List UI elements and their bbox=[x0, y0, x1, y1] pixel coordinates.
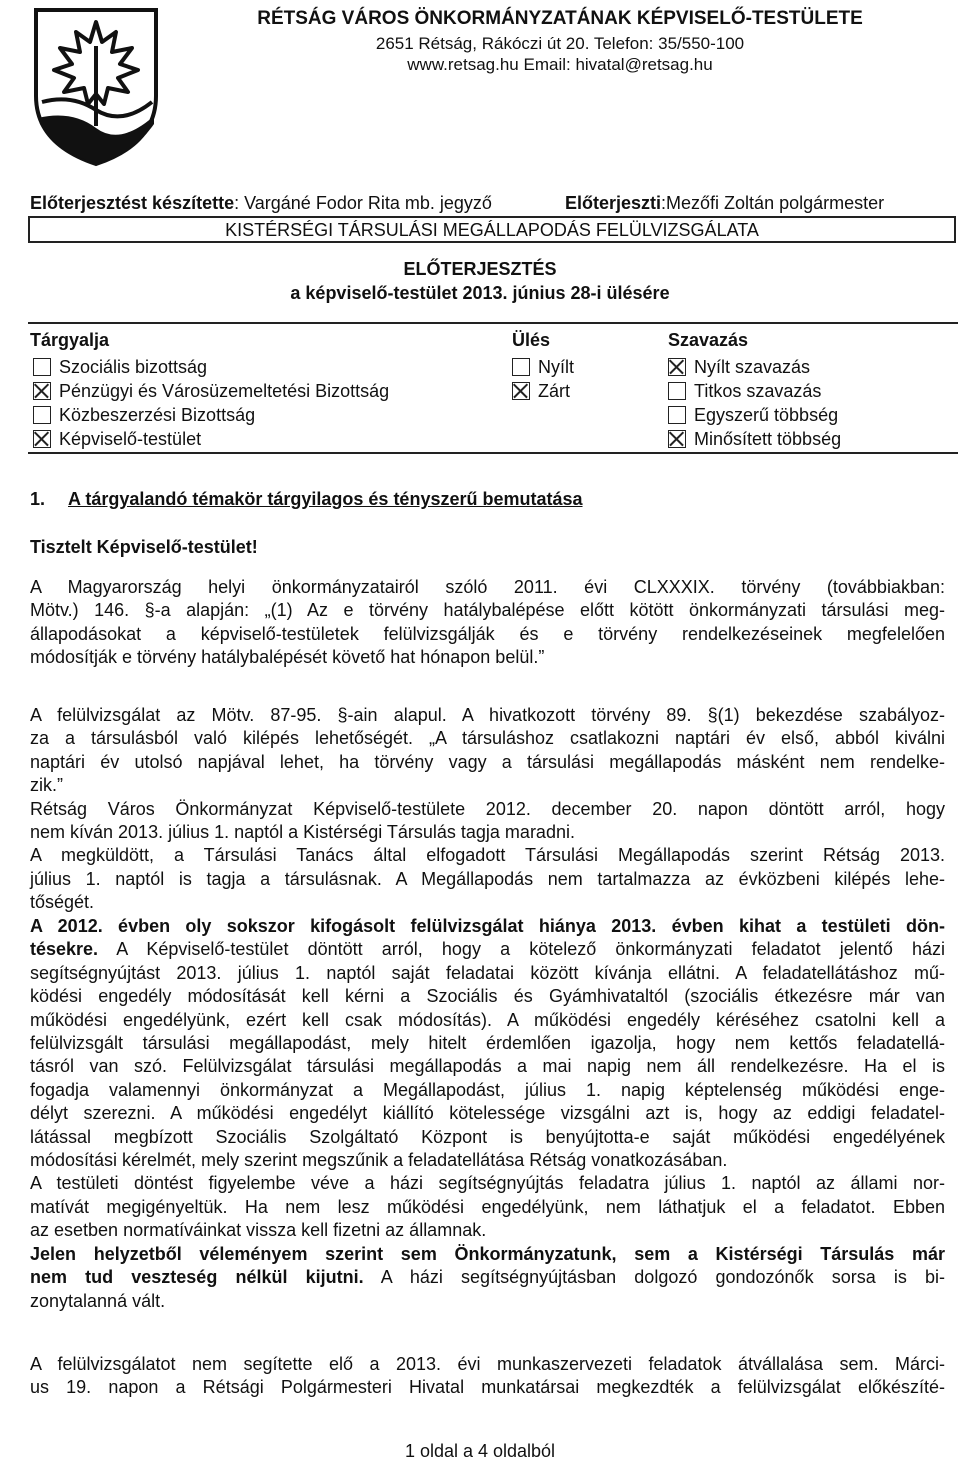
page-footer: 1 oldal a 4 oldalból bbox=[404, 1441, 556, 1461]
text-line: us 19. napon a Rétsági Polgármesteri Hivatal munkatársai megkezdték a felülvizsgálat előkészíté- bbox=[30, 1377, 945, 1398]
presenter-value: :Mezőfi Zoltán polgármester bbox=[661, 193, 885, 213]
text-line: módosítják e törvény hatálybalépését követő hat hónapon belül.” bbox=[30, 647, 545, 668]
option-zart-ules[interactable] bbox=[512, 380, 570, 402]
header-web: www.retsag.hu Email: hivatal@retsag.hu bbox=[407, 55, 713, 74]
text-line: zik.” bbox=[30, 775, 63, 796]
greeting: Tisztelt Képviselő-testület! bbox=[30, 537, 258, 557]
proposal-subtitle: a képviselő-testület 2013. június 28-i ülésére bbox=[290, 283, 670, 303]
prepared-label: Előterjesztést készítette bbox=[30, 193, 235, 213]
option-label: Zárt bbox=[538, 381, 571, 401]
option-egyszeru-tobbseg[interactable] bbox=[668, 404, 838, 426]
col-header-szavazas: Szavazás bbox=[668, 330, 749, 350]
option-kepviselo-testulet[interactable] bbox=[33, 428, 201, 450]
bold-fragment: nem tud veszteség nélkül kijutni. bbox=[30, 1267, 364, 1288]
option-label: Közbeszerzési Bizottság bbox=[59, 405, 256, 425]
option-label: Pénzügyi és Városüzemeltetési Bizottság bbox=[59, 381, 390, 401]
presenter-label: Előterjeszti bbox=[565, 193, 662, 213]
prepared-value: : Vargáné Fodor Rita mb. jegyző bbox=[234, 193, 492, 213]
option-label: Nyílt szavazás bbox=[694, 357, 811, 377]
checkbox-icon[interactable] bbox=[668, 406, 686, 424]
option-label: Minősített többség bbox=[694, 429, 842, 449]
text-line: felülvizsgált társulási megállapodást, mely hitelt érdemlően igazolja, hogy nem kettős feladatellá- bbox=[30, 1033, 945, 1054]
line-rest: A házi segítségnyújtásban dolgozó gondozónők sorsa is bi- bbox=[380, 1267, 945, 1288]
option-label: Titkos szavazás bbox=[694, 381, 822, 401]
option-nyilt-ules[interactable] bbox=[512, 356, 574, 378]
text-line: A 2012. évben oly sokszor kifogásolt felülvizsgálat hiánya 2013. évben kihat a testületi dön- bbox=[30, 916, 945, 936]
text-line: Jelen helyzetből véleményem szerint sem Önkormányzatunk, sem a Kistérségi Társulás már bbox=[30, 1243, 945, 1264]
text-line: zonytalanná vált. bbox=[30, 1290, 166, 1311]
text-line: módosítási kérelmét, mely szerint megszűnik a feladatellátása Rétság vonatkozásában. bbox=[30, 1150, 728, 1171]
section-heading bbox=[30, 489, 583, 510]
header-title: RÉTSÁG VÁROS ÖNKORMÁNYZATÁNAK KÉPVISELŐ-TESTÜLETE bbox=[257, 8, 863, 29]
text-line: naptári év utolsó napjával lehet, ha törvény vagy a társulási megállapodás másként nem rendelke- bbox=[30, 751, 945, 772]
text-line: állapodásokat a képviselő-testületek felülvizsgálják és e törvény rendelkezéseinek megfelelően bbox=[30, 623, 945, 644]
text-line: ködési engedély módosítását kell kérni a Szociális és Gyámhivataltól (szociális étkezésre már van bbox=[30, 986, 945, 1007]
option-label: Nyílt bbox=[538, 357, 574, 377]
text-line: A Magyarország helyi önkormányzatairól szóló 2011. évi CLXXXIX. törvény (továbbiakban: bbox=[30, 577, 945, 597]
option-minositett-tobbseg[interactable] bbox=[668, 428, 841, 450]
text-line: működési engedélyünk, ezért kell csak módosítás). A működési engedély kéréséhez csatolni kell a bbox=[30, 1009, 945, 1030]
paragraph-1 bbox=[30, 576, 945, 670]
prepared-by bbox=[30, 193, 492, 214]
option-kozbeszerzesi-bizottsag[interactable] bbox=[33, 404, 255, 426]
section-number: 1. bbox=[30, 489, 46, 509]
checked-checkbox-icon[interactable] bbox=[512, 382, 530, 400]
text-line: A felülvizsgálatot nem segítette elő a 2013. évi munkaszervezeti feladatok átvállalása sem. Márci- bbox=[30, 1354, 945, 1374]
checkbox-icon[interactable] bbox=[512, 358, 530, 376]
text-line: nem kíván 2013. július 1. naptól a Kistérségi Társulás tagja maradni. bbox=[30, 822, 575, 843]
document-subject-box: KISTÉRSÉGI TÁRSULÁSI MEGÁLLAPODÁS FELÜLVIZSGÁLATA bbox=[28, 216, 956, 243]
checkbox-icon[interactable] bbox=[33, 358, 51, 376]
paragraph-2 bbox=[30, 704, 945, 915]
option-label: Képviselő-testület bbox=[59, 429, 202, 449]
text-line: tásról van szó. Felülvizsgálat társulási megállapodás a mai napig nem áll rendelkezésre. Ha el is bbox=[30, 1056, 945, 1077]
municipal-crest bbox=[32, 6, 160, 168]
text-line: az esetben normatíváinkat vissza kell fizetni az államnak. bbox=[30, 1220, 487, 1241]
checked-checkbox-icon[interactable] bbox=[33, 382, 51, 400]
text-line: tőségét. bbox=[30, 892, 95, 913]
proposal-title: ELŐTERJESZTÉS bbox=[403, 259, 557, 279]
option-label: Egyszerű többség bbox=[694, 405, 839, 425]
col-header-ules: Ülés bbox=[512, 330, 551, 350]
line-rest: A Képviselő-testület döntött arról, hogy a kötelező önkormányzati feladatot jelentő házi bbox=[116, 939, 945, 960]
checked-checkbox-icon[interactable] bbox=[668, 430, 686, 448]
text-line: Rétság Város Önkormányzat Képviselő-testülete 2012. december 20. napon döntött arról, hogy bbox=[30, 798, 945, 819]
checked-checkbox-icon[interactable] bbox=[668, 358, 686, 376]
option-titkos-szavazas[interactable] bbox=[668, 380, 821, 402]
text-line: A felülvizsgálat az Mötv. 87-95. §-ain alapul. A hivatkozott törvény 89. §(1) bekezdése szabályoz- bbox=[30, 705, 945, 725]
checked-checkbox-icon[interactable] bbox=[33, 430, 51, 448]
section-title: A tárgyalandó témakör tárgyilagos és tényszerű bemutatása bbox=[68, 489, 583, 509]
text-line: látással megbízott Szociális Szolgáltató Központ is benyújtotta-e saját működési engedélyének bbox=[30, 1126, 945, 1147]
text-line: za a társulásból való kilépés lehetőségét. „A társuláshoz csatlakozni naptári év első, abból kiválni bbox=[30, 728, 945, 749]
option-nyilt-szavazas[interactable] bbox=[668, 356, 810, 378]
text-line: segítségnyújtást 2013. július 1. naptól saját feladatai között kívánja ellátni. A feladatellátáshoz mű- bbox=[30, 962, 945, 983]
text-line: Mötv.) 146. §-a alapján: „(1) Az e törvény hatálybalépése előtt kötött önkormányzati társulási meg- bbox=[30, 600, 945, 621]
option-penzugyi-bizottsag[interactable] bbox=[33, 380, 389, 402]
text-line: matívát megigényeltük. Ha nem lesz működési engedélyünk, nem láthatjuk el a feladatot. Ebben bbox=[30, 1196, 945, 1217]
header-address: 2651 Rétság, Rákóczi út 20. Telefon: 35/550-100 bbox=[375, 34, 745, 53]
text-line bbox=[30, 938, 945, 961]
text-line: fogadja valamennyi önkormányzat a Megállapodást, július 1. napig képtelenség működési enge- bbox=[30, 1079, 945, 1100]
option-szocialis-bizottsag[interactable] bbox=[33, 356, 207, 378]
checkbox-icon[interactable] bbox=[33, 406, 51, 424]
paragraph-3 bbox=[30, 915, 945, 1313]
presenter bbox=[565, 193, 884, 214]
text-line: július 1. naptól is tagja a társulásnak. A Megállapodás nem tartalmazza az évközbeni kilépés lehe- bbox=[30, 868, 945, 889]
text-line: A testületi döntést figyelembe véve a házi segítségnyújtás feladatra július 1. naptól az állami nor- bbox=[30, 1173, 945, 1194]
text-line bbox=[30, 1266, 945, 1289]
paragraph-4 bbox=[30, 1353, 945, 1400]
option-label: Szociális bizottság bbox=[59, 357, 208, 377]
bold-fragment: tésekre. bbox=[30, 939, 99, 960]
text-line: délyt szerezni. A működési engedélyt kiállító kötelessége vizsgálni azt is, hogy az eddigi feladatel- bbox=[30, 1103, 945, 1124]
checkbox-icon[interactable] bbox=[668, 382, 686, 400]
col-header-targyalja: Tárgyalja bbox=[30, 330, 110, 350]
text-line: A megküldött, a Társulási Tanács által elfogadott Társulási Megállapodás szerint Rétság 2013. bbox=[30, 845, 945, 866]
